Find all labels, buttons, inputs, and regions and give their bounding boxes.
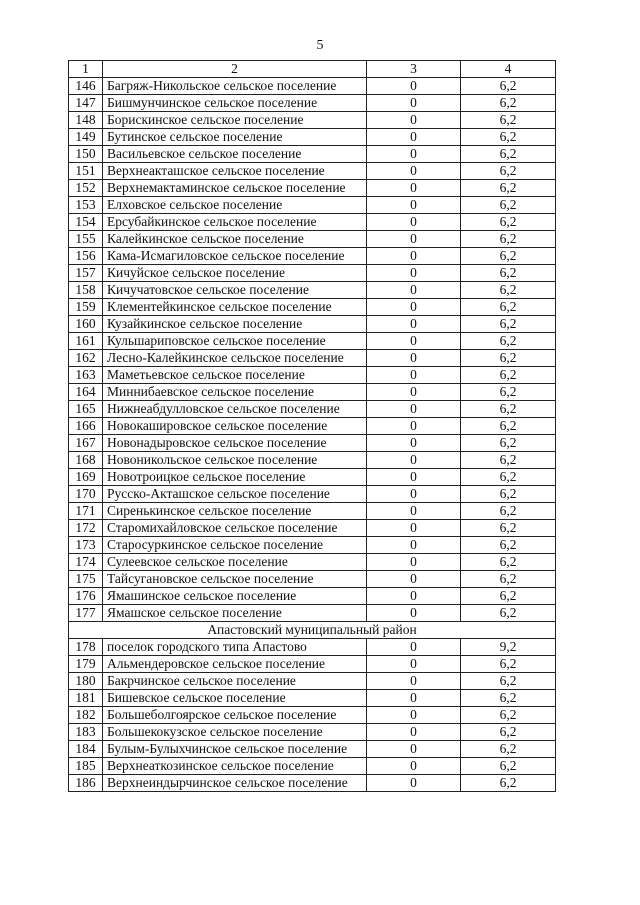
column-4-value-cell: 6,2 bbox=[461, 741, 556, 758]
column-3-value-cell: 0 bbox=[367, 231, 461, 248]
table-row bbox=[69, 95, 556, 112]
column-4-value-cell: 6,2 bbox=[461, 775, 556, 792]
column-4-value-cell: 6,2 bbox=[461, 146, 556, 163]
row-number-cell: 183 bbox=[69, 724, 103, 741]
column-3-value-cell: 0 bbox=[367, 656, 461, 673]
column-4-value-cell: 6,2 bbox=[461, 435, 556, 452]
table-row bbox=[69, 163, 556, 180]
row-number-cell: 162 bbox=[69, 350, 103, 367]
row-number-cell: 163 bbox=[69, 367, 103, 384]
row-number-cell: 151 bbox=[69, 163, 103, 180]
table-row bbox=[69, 248, 556, 265]
settlement-name-cell: Бутинское сельское поселение bbox=[103, 129, 367, 146]
settlement-name-cell: Старосуркинское сельское поселение bbox=[103, 537, 367, 554]
column-3-value-cell: 0 bbox=[367, 639, 461, 656]
column-3-value-cell: 0 bbox=[367, 78, 461, 95]
row-number-cell: 167 bbox=[69, 435, 103, 452]
column-4-value-cell: 6,2 bbox=[461, 520, 556, 537]
settlement-name-cell: Маметьевское сельское поселение bbox=[103, 367, 367, 384]
table-row bbox=[69, 656, 556, 673]
settlement-name-cell: Бакрчинское сельское поселение bbox=[103, 673, 367, 690]
column-4-value-cell: 6,2 bbox=[461, 299, 556, 316]
column-4-value-cell: 6,2 bbox=[461, 248, 556, 265]
column-3-value-cell: 0 bbox=[367, 673, 461, 690]
column-3-value-cell: 0 bbox=[367, 299, 461, 316]
column-3-value-cell: 0 bbox=[367, 588, 461, 605]
row-number-cell: 148 bbox=[69, 112, 103, 129]
column-4-value-cell: 6,2 bbox=[461, 503, 556, 520]
column-4-value-cell: 6,2 bbox=[461, 180, 556, 197]
settlement-name-cell: Калейкинское сельское поселение bbox=[103, 231, 367, 248]
section-title: Апастовский муниципальный район bbox=[69, 622, 556, 639]
column-3-value-cell: 0 bbox=[367, 503, 461, 520]
column-4-value-cell: 6,2 bbox=[461, 605, 556, 622]
column-4-value-cell: 6,2 bbox=[461, 418, 556, 435]
row-number-cell: 181 bbox=[69, 690, 103, 707]
column-4-value-cell: 6,2 bbox=[461, 95, 556, 112]
row-number-cell: 154 bbox=[69, 214, 103, 231]
column-3-value-cell: 0 bbox=[367, 112, 461, 129]
table-row bbox=[69, 724, 556, 741]
column-4-value-cell: 6,2 bbox=[461, 350, 556, 367]
table-row bbox=[69, 588, 556, 605]
column-4-value-cell: 6,2 bbox=[461, 571, 556, 588]
row-number-cell: 184 bbox=[69, 741, 103, 758]
column-header: 2 bbox=[103, 61, 367, 78]
column-4-value-cell: 6,2 bbox=[461, 724, 556, 741]
column-4-value-cell: 6,2 bbox=[461, 486, 556, 503]
row-number-cell: 170 bbox=[69, 486, 103, 503]
settlement-name-cell: Кичучатовское сельское поселение bbox=[103, 282, 367, 299]
column-4-value-cell: 9,2 bbox=[461, 639, 556, 656]
settlement-name-cell: Борискинское сельское поселение bbox=[103, 112, 367, 129]
column-3-value-cell: 0 bbox=[367, 367, 461, 384]
settlement-name-cell: Кичуйское сельское поселение bbox=[103, 265, 367, 282]
table-row bbox=[69, 554, 556, 571]
settlement-name-cell: Альмендеровское сельское поселение bbox=[103, 656, 367, 673]
column-4-value-cell: 6,2 bbox=[461, 214, 556, 231]
table-row bbox=[69, 758, 556, 775]
settlement-name-cell: Тайсугановское сельское поселение bbox=[103, 571, 367, 588]
settlement-name-cell: Большеболгоярское сельское поселение bbox=[103, 707, 367, 724]
row-number-cell: 157 bbox=[69, 265, 103, 282]
column-3-value-cell: 0 bbox=[367, 146, 461, 163]
table-row bbox=[69, 350, 556, 367]
column-3-value-cell: 0 bbox=[367, 435, 461, 452]
table-row bbox=[69, 639, 556, 656]
settlement-name-cell: Ямашинское сельское поселение bbox=[103, 588, 367, 605]
table-row bbox=[69, 452, 556, 469]
column-3-value-cell: 0 bbox=[367, 384, 461, 401]
table-row bbox=[69, 384, 556, 401]
column-3-value-cell: 0 bbox=[367, 95, 461, 112]
column-3-value-cell: 0 bbox=[367, 214, 461, 231]
table-row bbox=[69, 469, 556, 486]
settlement-name-cell: Новоникольское сельское поселение bbox=[103, 452, 367, 469]
table-row bbox=[69, 367, 556, 384]
table-row bbox=[69, 146, 556, 163]
table-row bbox=[69, 197, 556, 214]
row-number-cell: 180 bbox=[69, 673, 103, 690]
row-number-cell: 182 bbox=[69, 707, 103, 724]
settlement-name-cell: Новокашировское сельское поселение bbox=[103, 418, 367, 435]
settlement-name-cell: Ерсубайкинское сельское поселение bbox=[103, 214, 367, 231]
column-3-value-cell: 0 bbox=[367, 554, 461, 571]
table-row bbox=[69, 214, 556, 231]
column-4-value-cell: 6,2 bbox=[461, 656, 556, 673]
column-4-value-cell: 6,2 bbox=[461, 707, 556, 724]
column-4-value-cell: 6,2 bbox=[461, 197, 556, 214]
column-4-value-cell: 6,2 bbox=[461, 129, 556, 146]
settlement-name-cell: Миннибаевское сельское поселение bbox=[103, 384, 367, 401]
row-number-cell: 164 bbox=[69, 384, 103, 401]
column-3-value-cell: 0 bbox=[367, 724, 461, 741]
column-3-value-cell: 0 bbox=[367, 282, 461, 299]
column-4-value-cell: 6,2 bbox=[461, 333, 556, 350]
settlement-name-cell: Кама-Исмагиловское сельское поселение bbox=[103, 248, 367, 265]
settlement-name-cell: Елховское сельское поселение bbox=[103, 197, 367, 214]
column-3-value-cell: 0 bbox=[367, 469, 461, 486]
row-number-cell: 165 bbox=[69, 401, 103, 418]
column-4-value-cell: 6,2 bbox=[461, 690, 556, 707]
column-3-value-cell: 0 bbox=[367, 605, 461, 622]
column-3-value-cell: 0 bbox=[367, 248, 461, 265]
settlement-name-cell: Васильевское сельское поселение bbox=[103, 146, 367, 163]
column-header: 3 bbox=[367, 61, 461, 78]
settlement-name-cell: Багряж-Никольское сельское поселение bbox=[103, 78, 367, 95]
table-row bbox=[69, 741, 556, 758]
column-3-value-cell: 0 bbox=[367, 180, 461, 197]
row-number-cell: 149 bbox=[69, 129, 103, 146]
row-number-cell: 176 bbox=[69, 588, 103, 605]
page-number: 5 bbox=[316, 38, 324, 53]
column-3-value-cell: 0 bbox=[367, 333, 461, 350]
row-number-cell: 177 bbox=[69, 605, 103, 622]
settlement-name-cell: Кузайкинское сельское поселение bbox=[103, 316, 367, 333]
table-row bbox=[69, 78, 556, 95]
table-row bbox=[69, 282, 556, 299]
settlement-name-cell: Верхнемактаминское сельское поселение bbox=[103, 180, 367, 197]
row-number-cell: 178 bbox=[69, 639, 103, 656]
column-3-value-cell: 0 bbox=[367, 707, 461, 724]
column-3-value-cell: 0 bbox=[367, 758, 461, 775]
row-number-cell: 179 bbox=[69, 656, 103, 673]
table-header-row bbox=[69, 61, 556, 78]
table-row bbox=[69, 316, 556, 333]
column-3-value-cell: 0 bbox=[367, 775, 461, 792]
table-row bbox=[69, 605, 556, 622]
column-4-value-cell: 6,2 bbox=[461, 367, 556, 384]
table-row bbox=[69, 265, 556, 282]
column-3-value-cell: 0 bbox=[367, 197, 461, 214]
settlement-name-cell: Ямашское сельское поселение bbox=[103, 605, 367, 622]
table-row bbox=[69, 690, 556, 707]
table-row bbox=[69, 299, 556, 316]
table-row bbox=[69, 180, 556, 197]
column-4-value-cell: 6,2 bbox=[461, 401, 556, 418]
settlement-name-cell: Клементейкинское сельское поселение bbox=[103, 299, 367, 316]
column-4-value-cell: 6,2 bbox=[461, 316, 556, 333]
row-number-cell: 168 bbox=[69, 452, 103, 469]
column-4-value-cell: 6,2 bbox=[461, 554, 556, 571]
table-row bbox=[69, 503, 556, 520]
settlement-name-cell: Сулеевское сельское поселение bbox=[103, 554, 367, 571]
row-number-cell: 146 bbox=[69, 78, 103, 95]
column-header: 1 bbox=[69, 61, 103, 78]
column-4-value-cell: 6,2 bbox=[461, 537, 556, 554]
column-4-value-cell: 6,2 bbox=[461, 78, 556, 95]
table-row bbox=[69, 520, 556, 537]
settlement-name-cell: Русско-Акташское сельское поселение bbox=[103, 486, 367, 503]
settlement-name-cell: Булым-Булыхчинское сельское поселение bbox=[103, 741, 367, 758]
section-heading-row bbox=[69, 622, 556, 639]
row-number-cell: 160 bbox=[69, 316, 103, 333]
settlement-name-cell: Верхнеакташское сельское поселение bbox=[103, 163, 367, 180]
settlement-name-cell: Верхнеаткозинское сельское поселение bbox=[103, 758, 367, 775]
settlement-name-cell: Новонадыровское сельское поселение bbox=[103, 435, 367, 452]
column-4-value-cell: 6,2 bbox=[461, 452, 556, 469]
column-4-value-cell: 6,2 bbox=[461, 282, 556, 299]
column-3-value-cell: 0 bbox=[367, 350, 461, 367]
column-3-value-cell: 0 bbox=[367, 690, 461, 707]
column-3-value-cell: 0 bbox=[367, 452, 461, 469]
row-number-cell: 147 bbox=[69, 95, 103, 112]
column-3-value-cell: 0 bbox=[367, 418, 461, 435]
table-row bbox=[69, 486, 556, 503]
row-number-cell: 159 bbox=[69, 299, 103, 316]
column-4-value-cell: 6,2 bbox=[461, 758, 556, 775]
row-number-cell: 166 bbox=[69, 418, 103, 435]
settlement-name-cell: Сиренькинское сельское поселение bbox=[103, 503, 367, 520]
table-row bbox=[69, 537, 556, 554]
table-row bbox=[69, 571, 556, 588]
row-number-cell: 152 bbox=[69, 180, 103, 197]
row-number-cell: 174 bbox=[69, 554, 103, 571]
column-3-value-cell: 0 bbox=[367, 486, 461, 503]
table-row bbox=[69, 418, 556, 435]
column-4-value-cell: 6,2 bbox=[461, 588, 556, 605]
settlement-name-cell: поселок городского типа Апастово bbox=[103, 639, 367, 656]
column-3-value-cell: 0 bbox=[367, 129, 461, 146]
row-number-cell: 185 bbox=[69, 758, 103, 775]
settlement-name-cell: Бишмунчинское сельское поселение bbox=[103, 95, 367, 112]
column-3-value-cell: 0 bbox=[367, 520, 461, 537]
table-row bbox=[69, 333, 556, 350]
column-4-value-cell: 6,2 bbox=[461, 112, 556, 129]
row-number-cell: 153 bbox=[69, 197, 103, 214]
table-row bbox=[69, 401, 556, 418]
column-3-value-cell: 0 bbox=[367, 571, 461, 588]
settlement-name-cell: Большекокузское сельское поселение bbox=[103, 724, 367, 741]
column-3-value-cell: 0 bbox=[367, 741, 461, 758]
row-number-cell: 171 bbox=[69, 503, 103, 520]
row-number-cell: 161 bbox=[69, 333, 103, 350]
settlement-name-cell: Верхнеиндырчинское сельское поселение bbox=[103, 775, 367, 792]
row-number-cell: 173 bbox=[69, 537, 103, 554]
settlement-name-cell: Новотроицкое сельское поселение bbox=[103, 469, 367, 486]
row-number-cell: 156 bbox=[69, 248, 103, 265]
table-row bbox=[69, 129, 556, 146]
row-number-cell: 155 bbox=[69, 231, 103, 248]
row-number-cell: 158 bbox=[69, 282, 103, 299]
row-number-cell: 186 bbox=[69, 775, 103, 792]
settlement-name-cell: Старомихайловское сельское поселение bbox=[103, 520, 367, 537]
settlements-table bbox=[68, 60, 556, 792]
row-number-cell: 175 bbox=[69, 571, 103, 588]
table-row bbox=[69, 707, 556, 724]
settlement-name-cell: Лесно-Калейкинское сельское поселение bbox=[103, 350, 367, 367]
column-4-value-cell: 6,2 bbox=[461, 469, 556, 486]
settlement-name-cell: Бишевское сельское поселение bbox=[103, 690, 367, 707]
column-4-value-cell: 6,2 bbox=[461, 384, 556, 401]
column-3-value-cell: 0 bbox=[367, 163, 461, 180]
column-3-value-cell: 0 bbox=[367, 401, 461, 418]
column-4-value-cell: 6,2 bbox=[461, 673, 556, 690]
column-4-value-cell: 6,2 bbox=[461, 231, 556, 248]
table-row bbox=[69, 673, 556, 690]
table-row bbox=[69, 231, 556, 248]
row-number-cell: 150 bbox=[69, 146, 103, 163]
column-header: 4 bbox=[461, 61, 556, 78]
table-row bbox=[69, 112, 556, 129]
settlement-name-cell: Нижнеабдулловское сельское поселение bbox=[103, 401, 367, 418]
table-row bbox=[69, 435, 556, 452]
column-3-value-cell: 0 bbox=[367, 537, 461, 554]
row-number-cell: 172 bbox=[69, 520, 103, 537]
column-3-value-cell: 0 bbox=[367, 265, 461, 282]
table-row bbox=[69, 775, 556, 792]
column-3-value-cell: 0 bbox=[367, 316, 461, 333]
column-4-value-cell: 6,2 bbox=[461, 163, 556, 180]
settlement-name-cell: Кульшариповское сельское поселение bbox=[103, 333, 367, 350]
column-4-value-cell: 6,2 bbox=[461, 265, 556, 282]
row-number-cell: 169 bbox=[69, 469, 103, 486]
